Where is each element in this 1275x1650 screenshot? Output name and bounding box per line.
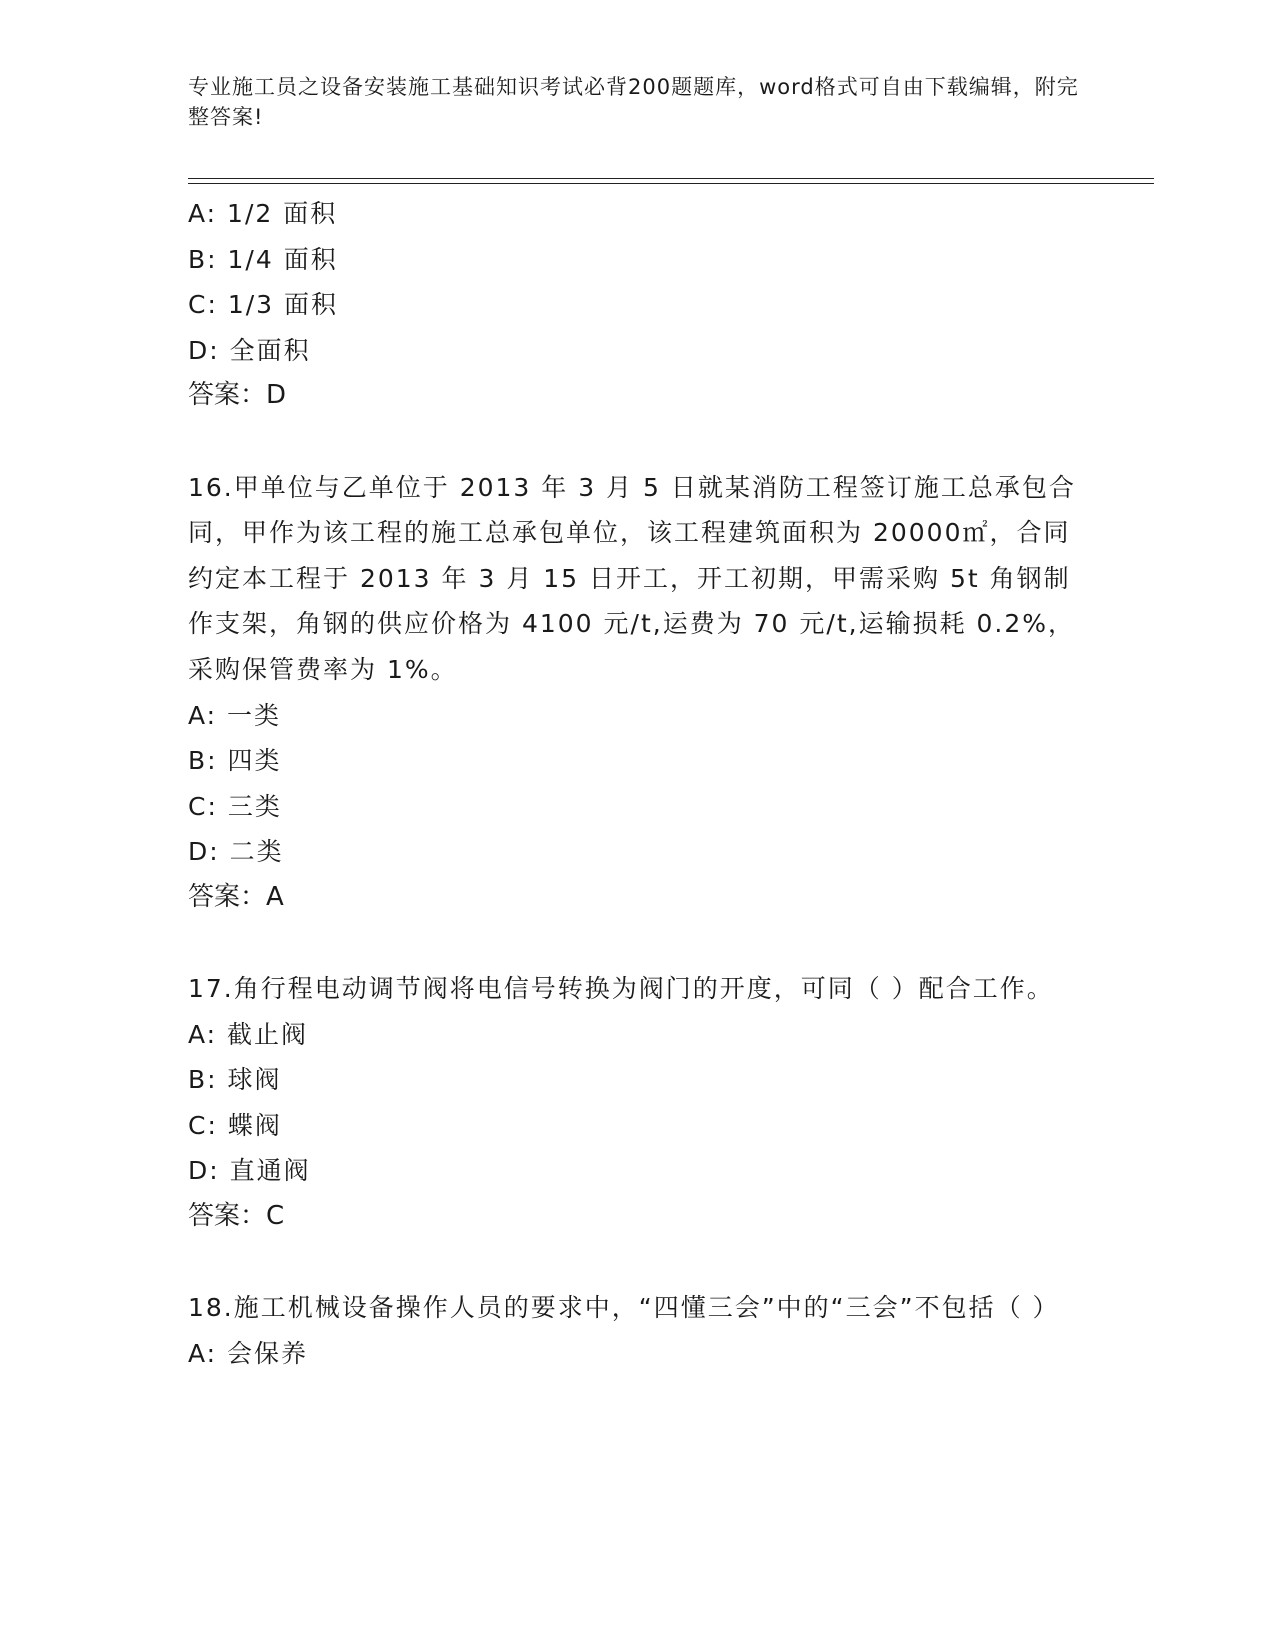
option-b: B: 四类	[188, 746, 282, 776]
spacer	[188, 419, 1088, 465]
document-title: 专业施工员之设备安装施工基础知识考试必背200题题库，word格式可自由下载编辑，附完整答案!	[188, 75, 1079, 129]
spacer	[188, 1240, 1088, 1286]
document-header	[188, 72, 1088, 132]
option-d: D: 二类	[188, 837, 284, 867]
question-15-block	[188, 191, 1088, 419]
header-divider-top	[188, 178, 1154, 179]
option-a: A: 截止阀	[188, 1019, 309, 1049]
question-18-block	[188, 1285, 1088, 1376]
header-divider-bottom	[188, 183, 1154, 184]
question-16-block	[188, 465, 1088, 921]
question-stem: 17.角行程电动调节阀将电信号转换为阀门的开度，可同（ ）配合工作。	[188, 974, 1054, 1004]
answer-line: 答案：A	[188, 881, 284, 912]
option-c: C: 1/3 面积	[188, 290, 339, 320]
question-stem: 18.施工机械设备操作人员的要求中，“四懂三会”中的“三会”不包括（ ）	[188, 1293, 1060, 1323]
option-c: C: 三类	[188, 791, 282, 821]
option-a: A: 1/2 面积	[188, 199, 338, 228]
spacer	[188, 921, 1088, 967]
option-a: A: 会保养	[188, 1338, 309, 1368]
option-c: C: 蝶阀	[188, 1110, 282, 1140]
question-stem: 16.甲单位与乙单位于 2013 年 3 月 5 日就某消防工程签订施工总承包合同，甲作为该工程的施工总承包单位，该工程建筑面积为 20000㎡，合同约定本工程于 2013 年 3 月 15 日开工，开工初期，甲需采购 5t 角钢制作支架，角钢的供应价格为 4100 元/t,运费为 70 元/t,运输损耗 0.2%，采购保管费率为 1%。	[188, 472, 1076, 684]
question-17-block	[188, 966, 1088, 1240]
answer-line: 答案：D	[188, 380, 287, 411]
answer-line: 答案：C	[188, 1201, 285, 1232]
option-b: B: 球阀	[188, 1065, 282, 1095]
option-d: D: 直通阀	[188, 1156, 311, 1186]
option-d: D: 全面积	[188, 335, 311, 365]
option-b: B: 1/4 面积	[188, 244, 338, 274]
question-list	[188, 191, 1088, 1376]
option-a: A: 一类	[188, 700, 282, 730]
